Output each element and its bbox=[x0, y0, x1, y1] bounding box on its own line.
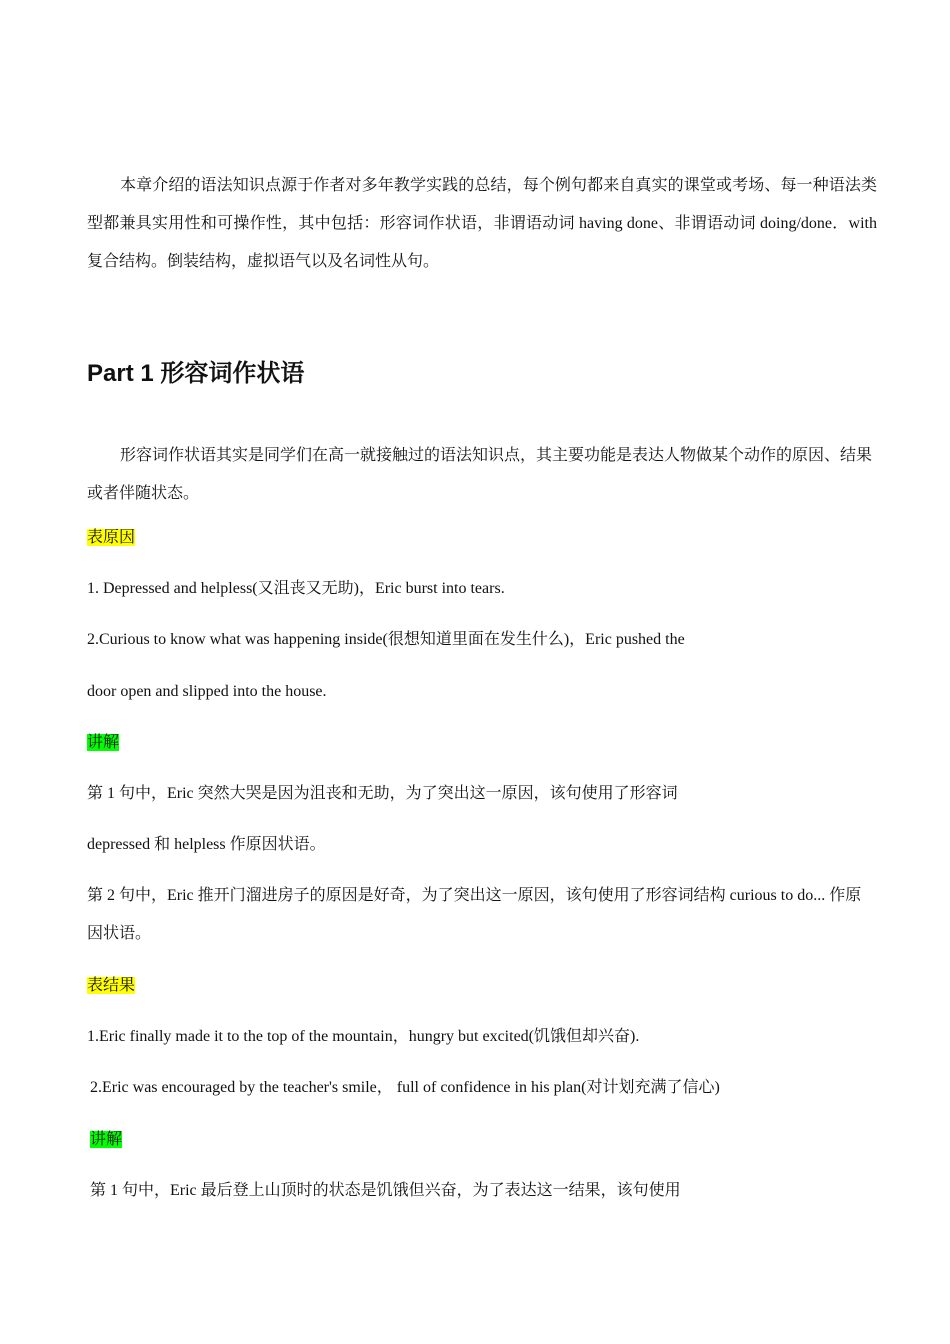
cause-explanation-1-line2: depressed 和 helpless 作原因状语。 bbox=[87, 836, 326, 853]
cause-explain-label bbox=[87, 733, 119, 753]
cause-explain-label-text: 讲解 bbox=[87, 734, 120, 751]
result-explanation-1: 第 1 句中，Eric 最后登上山顶时的状态是饥饿但兴奋，为了表达这一结果，该句使用 bbox=[90, 1182, 681, 1199]
section-heading-part1: Part 1 形容词作状语 bbox=[87, 360, 305, 387]
cause-explanation-2: 第 2 句中，Eric 推开门溜进房子的原因是好奇，为了突出这一原因，该句使用了形容词结构 curious to do... 作原因状语。 bbox=[87, 887, 862, 942]
result-example-1: 1.Eric finally made it to the top of the mountain，hungry but excited(饥饿但却兴奋). bbox=[87, 1028, 640, 1045]
intro-paragraph: 本章介绍的语法知识点源于作者对多年教学实践的总结，每个例句都来自真实的课堂或考场、每一种语法类型都兼具实用性和可操作性，其中包括：形容词作状语，非谓语动词 having done、非谓语动词 doing/done．with 复合结构。倒装结构，虚拟语气以及名词性从句。 bbox=[87, 177, 877, 270]
cause-example-2-line1: 2.Curious to know what was happening inside(很想知道里面在发生什么)，Eric pushed the bbox=[87, 631, 685, 648]
result-label bbox=[87, 976, 135, 996]
result-example-2: 2.Eric was encouraged by the teacher's smile， full of confidence in his plan(对计划充满了信心) bbox=[90, 1079, 720, 1096]
cause-example-1: 1. Depressed and helpless(又沮丧又无助)，Eric burst into tears. bbox=[87, 580, 505, 597]
cause-example-2-line2: door open and slipped into the house. bbox=[87, 683, 327, 700]
result-explain-label bbox=[90, 1130, 122, 1150]
cause-label bbox=[87, 528, 135, 548]
cause-label-text: 表原因 bbox=[87, 529, 136, 546]
part1-description: 形容词作状语其实是同学们在高一就接触过的语法知识点，其主要功能是表达人物做某个动作的原因、结果或者伴随状态。 bbox=[87, 447, 873, 502]
result-label-text: 表结果 bbox=[87, 977, 136, 994]
cause-explanation-1-line1: 第 1 句中，Eric 突然大哭是因为沮丧和无助，为了突出这一原因，该句使用了形容词 bbox=[87, 785, 678, 802]
result-explain-label-text: 讲解 bbox=[90, 1131, 123, 1148]
